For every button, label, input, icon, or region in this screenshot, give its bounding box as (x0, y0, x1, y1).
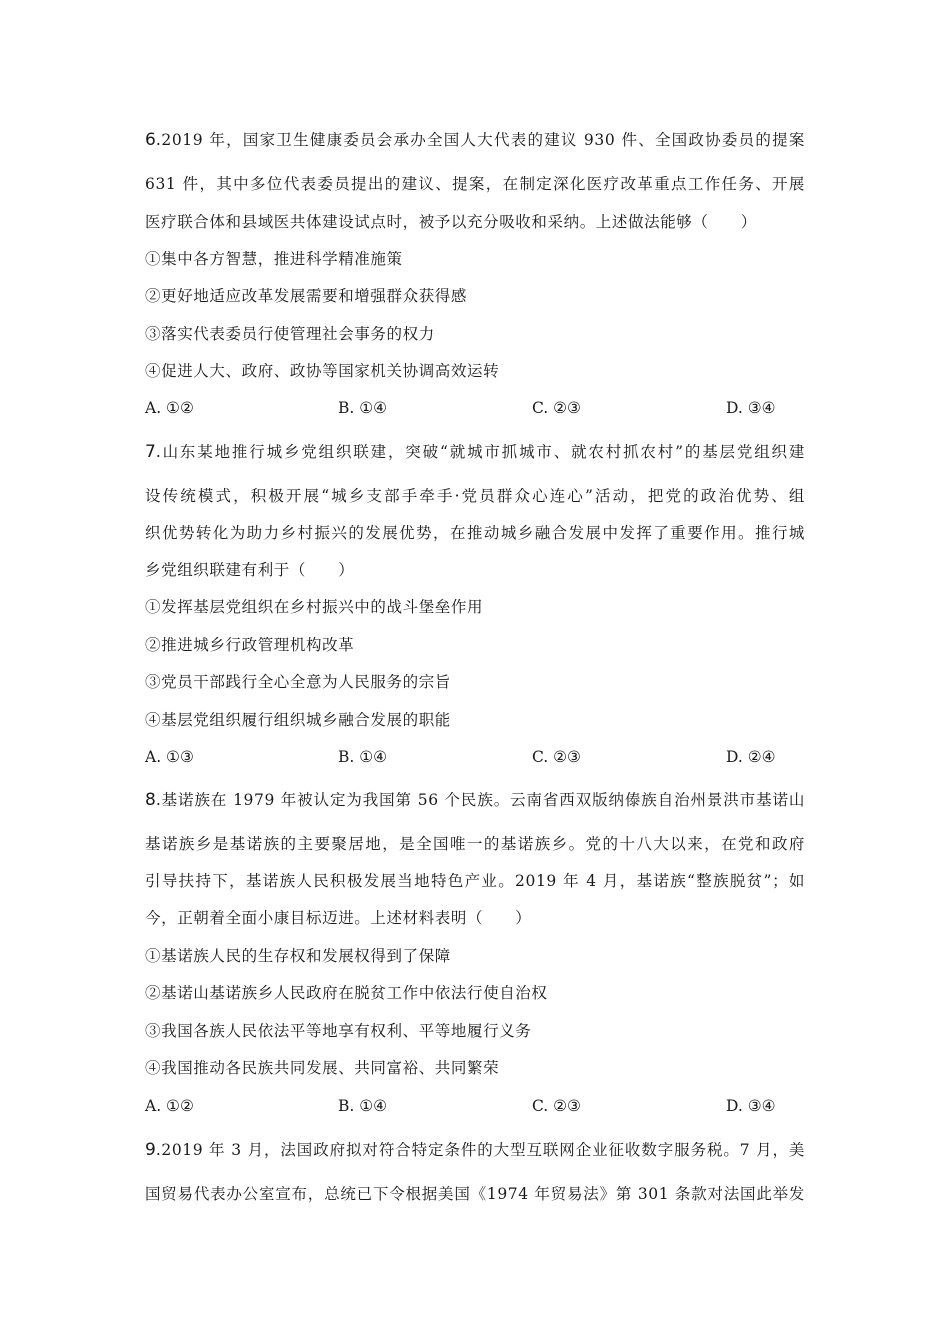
question-stem-line: 引导扶持下，基诺族人民积极发展当地特色产业。2019 年 4 月，基诺族“整族脱贫”；如 (145, 872, 805, 890)
choice-b: B. ①④ (338, 399, 388, 417)
question-stem-line: 631 件，其中多位代表委员提出的建议、提案，在制定深化医疗改革重点工作任务、开展 (145, 175, 805, 193)
statement-option: ④促进人大、政府、政协等国家机关协调高效运转 (145, 362, 500, 380)
statement-option: ②基诺山基诺族乡人民政府在脱贫工作中依法行使自治权 (145, 984, 548, 1002)
question-number: 7 (145, 442, 156, 462)
choice-c: C. ②③ (532, 399, 581, 417)
statement-option: ③我国各族人民依法平等地享有权利、平等地履行义务 (145, 1022, 532, 1040)
question-stem-line: 医疗联合体和县域医共体建设试点时，被予以充分吸收和采纳。上述做法能够（ ） (145, 213, 757, 231)
choice-c: C. ②③ (532, 748, 581, 766)
question-stem-line: 基诺族乡是基诺族的主要聚居地，是全国唯一的基诺族乡。党的十八大以来，在党和政府 (145, 835, 805, 853)
question-stem-line: 设传统模式，积极开展“城乡支部手牵手·党员群众心连心”活动，把党的政治优势、组 (145, 487, 805, 505)
statement-option: ②更好地适应改革发展需要和增强群众获得感 (145, 287, 468, 305)
question-number: 9 (145, 1140, 156, 1160)
question-stem-line: 乡党组织联建有利于（ ） (145, 561, 355, 579)
statement-option: ①集中各方智慧，推进科学精准施策 (145, 250, 403, 268)
choice-d: D. ③④ (726, 399, 776, 417)
question-stem-line: 织优势转化为助力乡村振兴的发展优势，在推动城乡融合发展中发挥了重要作用。推行城 (145, 524, 805, 542)
statement-option: ②推进城乡行政管理机构改革 (145, 636, 355, 654)
question-stem-line: 6.2019 年，国家卫生健康委员会承办全国人大代表的建议 930 件、全国政协委员的提案 (145, 130, 805, 150)
statement-option: ③落实代表委员行使管理社会事务的权力 (145, 325, 435, 343)
statement-option: ④基层党组织履行组织城乡融合发展的职能 (145, 711, 451, 729)
choice-d: D. ③④ (726, 1097, 776, 1115)
choice-b: B. ①④ (338, 1097, 388, 1115)
choice-a: A. ①② (145, 399, 194, 417)
question-number: 6 (145, 130, 156, 150)
choice-d: D. ②④ (726, 748, 776, 766)
question-stem-line: 7.山东某地推行城乡党组织联建，突破“就城市抓城市、就农村抓农村”的基层党组织建 (145, 442, 805, 462)
choice-b: B. ①④ (338, 748, 388, 766)
statement-option: ①发挥基层党组织在乡村振兴中的战斗堡垒作用 (145, 598, 484, 616)
question-stem-line: 9.2019 年 3 月，法国政府拟对符合特定条件的大型互联网企业征收数字服务税。7 月，美 (145, 1140, 805, 1160)
question-stem-line: 8.基诺族在 1979 年被认定为我国第 56 个民族。云南省西双版纳傣族自治州景洪市基诺山 (145, 790, 805, 810)
statement-option: ①基诺族人民的生存权和发展权得到了保障 (145, 947, 451, 965)
choice-c: C. ②③ (532, 1097, 581, 1115)
choice-a: A. ①③ (145, 748, 194, 766)
statement-option: ③党员干部践行全心全意为人民服务的宗旨 (145, 673, 451, 691)
question-stem-line: 今，正朝着全面小康目标迈进。上述材料表明（ ） (145, 909, 532, 927)
statement-option: ④我国推动各民族共同发展、共同富裕、共同繁荣 (145, 1059, 500, 1077)
choice-a: A. ①② (145, 1097, 194, 1115)
question-number: 8 (145, 790, 156, 810)
question-stem-line: 国贸易代表办公室宣布，总统已下令根据美国《1974 年贸易法》第 301 条款对法国此举发 (145, 1185, 805, 1203)
